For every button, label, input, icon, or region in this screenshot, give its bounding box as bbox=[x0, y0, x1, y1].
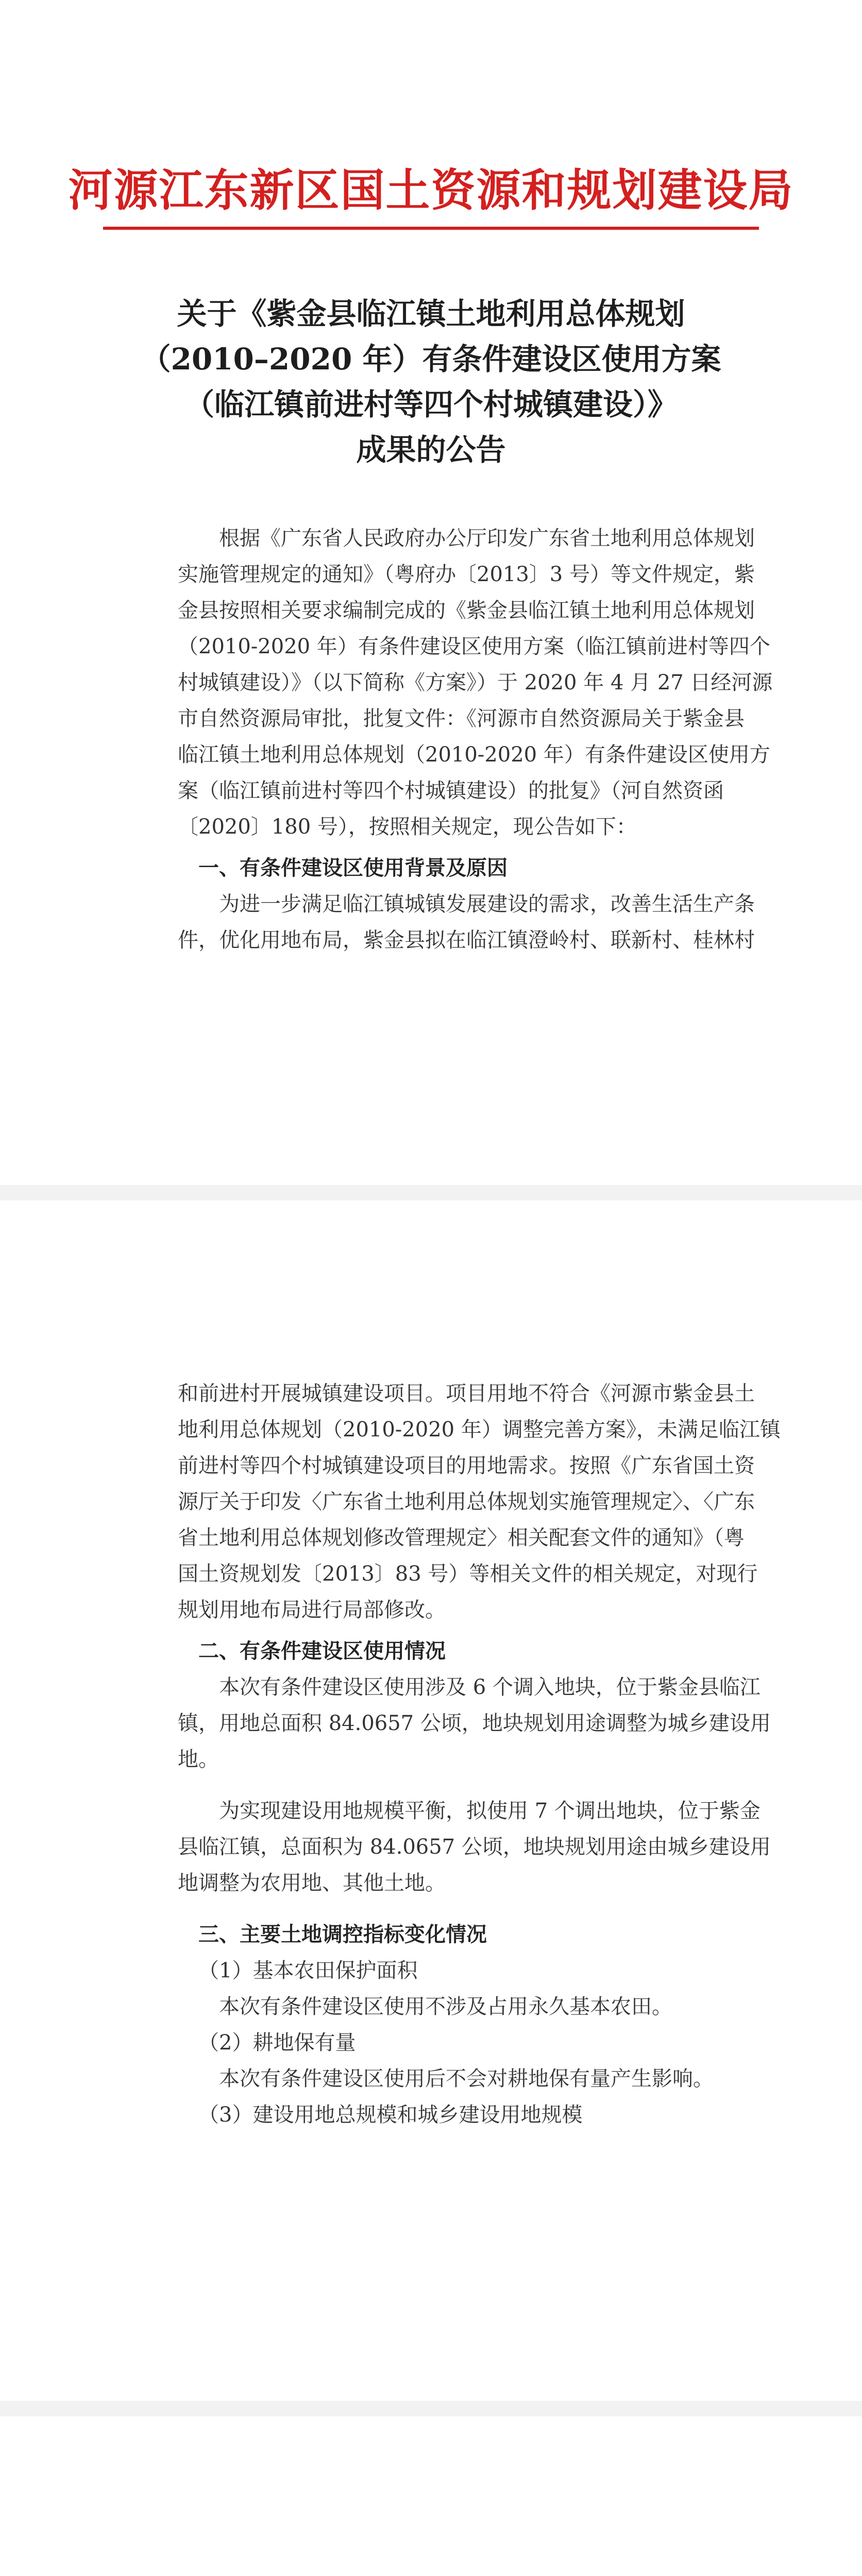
section-1-continued bbox=[178, 1376, 781, 1628]
org-masthead: 河源江东新区国土资源和规划建设局 bbox=[68, 164, 794, 216]
body-line: 和前进村开展城镇建设项目。项目用地不符合《河源市紫金县土 bbox=[178, 1382, 755, 1405]
body-line: 镇，用地总面积 84.0657 公顷，地块规划用途调整为城乡建设用 bbox=[178, 1711, 771, 1735]
intro-line: 案（临江镇前进村等四个村城镇建设）的批复》（河自然资函 bbox=[178, 779, 724, 803]
body-line: 地。 bbox=[178, 1748, 219, 1771]
intro-line: （2010-2020 年）有条件建设区使用方案（临江镇前进村等四个 bbox=[178, 635, 770, 658]
announcement-title bbox=[103, 291, 759, 472]
title-line: 成果的公告 bbox=[356, 432, 506, 467]
title-line: （临江镇前进村等四个村城镇建设）》 bbox=[184, 387, 678, 422]
item-label: （3）建设用地总规模和城乡建设用地规模 bbox=[198, 2103, 583, 2127]
title-line: （2010–2020 年）有条件建设区使用方案 bbox=[141, 342, 721, 377]
red-divider-line bbox=[103, 227, 759, 230]
section-heading: 一、有条件建设区使用背景及原因 bbox=[198, 856, 508, 880]
item-label: （2）耕地保有量 bbox=[198, 2031, 356, 2055]
body-line: 规划用地布局进行局部修改。 bbox=[178, 1598, 446, 1622]
body-line: 省土地利用总体规划修改管理规定〉相关配套文件的通知》（粤 bbox=[178, 1526, 745, 1550]
section-2 bbox=[178, 1633, 771, 1901]
section-3 bbox=[178, 1917, 714, 2133]
intro-line: 市自然资源局审批，批复文件：《河源市自然资源局关于紫金县 bbox=[178, 707, 745, 731]
document-page-2 bbox=[0, 1200, 862, 2401]
section-heading: 三、主要土地调控指标变化情况 bbox=[198, 1922, 487, 1946]
body-line: 本次有条件建设区使用不涉及占用永久基本农田。 bbox=[219, 1995, 672, 2019]
body-line: 本次有条件建设区使用涉及 6 个调入地块，位于紫金县临江 bbox=[219, 1675, 760, 1699]
intro-line: 实施管理规定的通知》（粤府办〔2013〕3 号）等文件规定，紫 bbox=[178, 563, 755, 586]
body-line: 地利用总体规划（2010-2020 年）调整完善方案》，未满足临江镇 bbox=[178, 1418, 781, 1442]
intro-paragraph bbox=[178, 520, 773, 845]
intro-line: 根据《广东省人民政府办公厅印发广东省土地利用总体规划 bbox=[219, 527, 755, 550]
intro-line: 村城镇建设）》（以下简称《方案》）于 2020 年 4 月 27 日经河源 bbox=[178, 671, 773, 694]
body-line: 国土资规划发〔2013〕83 号）等相关文件的相关规定，对现行 bbox=[178, 1562, 758, 1586]
section-heading: 二、有条件建设区使用情况 bbox=[198, 1639, 446, 1663]
body-line: 前进村等四个村城镇建设项目的用地需求。按照《广东省国土资 bbox=[178, 1454, 755, 1478]
body-line: 县临江镇，总面积为 84.0657 公顷，地块规划用途由城乡建设用 bbox=[178, 1835, 771, 1859]
document-page-3 bbox=[0, 2416, 862, 2576]
intro-line: 金县按照相关要求编制完成的《紫金县临江镇土地利用总体规划 bbox=[178, 599, 755, 622]
section-1 bbox=[178, 850, 755, 958]
body-line: 为实现建设用地规模平衡，拟使用 7 个调出地块，位于紫金 bbox=[219, 1799, 760, 1823]
body-line: 为进一步满足临江镇城镇发展建设的需求，改善生活生产条 bbox=[219, 892, 755, 916]
title-line: 关于《紫金县临江镇土地利用总体规划 bbox=[177, 296, 685, 331]
intro-line: 〔2020〕180 号），按照相关规定，现公告如下： bbox=[178, 815, 637, 839]
body-line: 地调整为农用地、其他土地。 bbox=[178, 1871, 446, 1895]
document-page-1 bbox=[0, 0, 862, 1185]
body-line: 本次有条件建设区使用后不会对耕地保有量产生影响。 bbox=[219, 2067, 714, 2091]
body-line: 件，优化用地布局，紫金县拟在临江镇澄岭村、联新村、桂林村 bbox=[178, 928, 755, 952]
body-line: 源厅关于印发〈广东省土地利用总体规划实施管理规定〉、〈广东 bbox=[178, 1490, 755, 1514]
item-label: （1）基本农田保护面积 bbox=[198, 1959, 418, 1982]
intro-line: 临江镇土地利用总体规划（2010-2020 年）有条件建设区使用方 bbox=[178, 743, 770, 767]
